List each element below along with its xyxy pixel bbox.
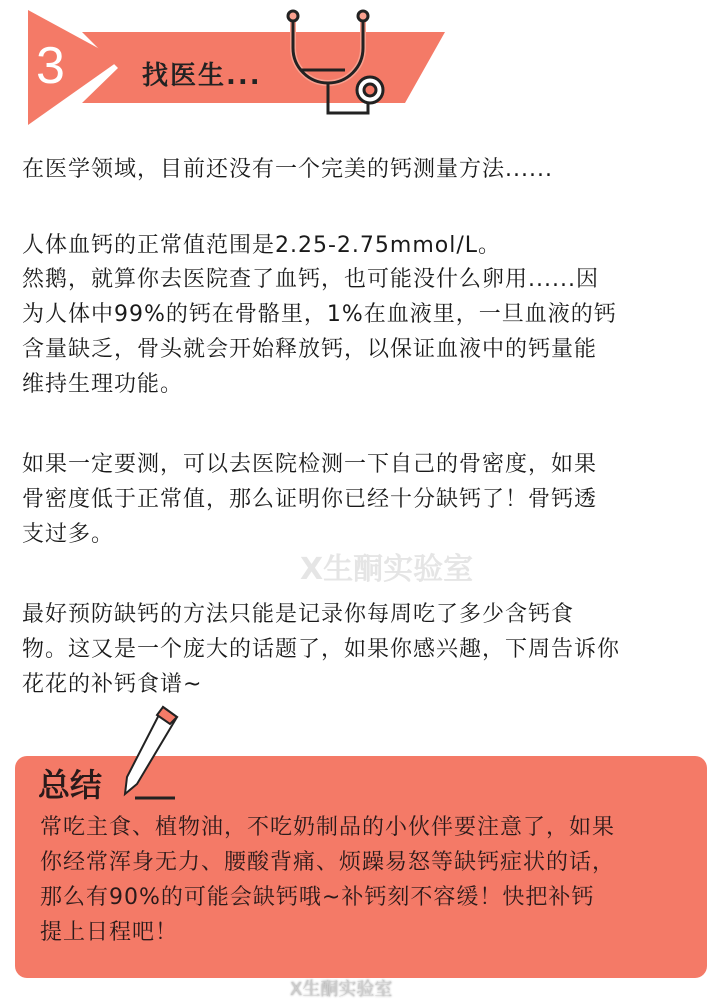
weibo-watermark: X生酮实验室 [290,979,393,1000]
paragraph-line: 在医学领域，目前还没有一个完美的钙测量方法...... [22,157,553,182]
paragraph-line: 如果一定要测，可以去医院检测一下自己的骨密度，如果 [22,452,598,477]
paragraph-line: 维持生理功能。 [22,372,184,397]
paragraph-line: 含量缺乏，骨头就会开始释放钙，以保证血液中的钙量能 [22,337,598,362]
paragraph-line: 最好预防缺钙的方法只能是记录你每周吃了多少含钙食 [22,602,575,627]
summary-line: 提上日程吧！ [40,920,179,945]
diagonal-watermark: X生酮实验室 [300,552,474,587]
paragraph-line: 骨密度低于正常值，那么证明你已经十分缺钙了！骨钙透 [22,487,598,512]
paragraph-line: 支过多。 [22,522,115,547]
paragraph-line: 物。这又是一个庞大的话题了，如果你感兴趣，下周告诉你 [22,637,621,662]
paragraph-line: 然鹅，就算你去医院查了血钙，也可能没什么卵用......因 [22,267,599,292]
pen-icon [115,702,185,802]
section-number: 3 [36,37,65,95]
paragraph-line: 人体血钙的正常值范围是2.25-2.75mmol/L。 [22,233,502,258]
summary-line: 那么有90%的可能会缺钙哦~补钙刻不容缓！快把补钙 [40,885,595,910]
paragraph-line: 花花的补钙食谱~ [22,672,203,697]
section-title: 找医生... [142,61,262,91]
paragraph-line: 为人体中99%的钙在骨骼里，1%在血液里，一旦血液的钙 [22,302,617,327]
summary-line: 常吃主食、植物油，不吃奶制品的小伙伴要注意了，如果 [40,815,616,840]
summary-line: 你经常浑身无力、腰酸背痛、烦躁易怒等缺钙症状的话， [40,850,616,875]
summary-title: 总结 [38,766,103,804]
